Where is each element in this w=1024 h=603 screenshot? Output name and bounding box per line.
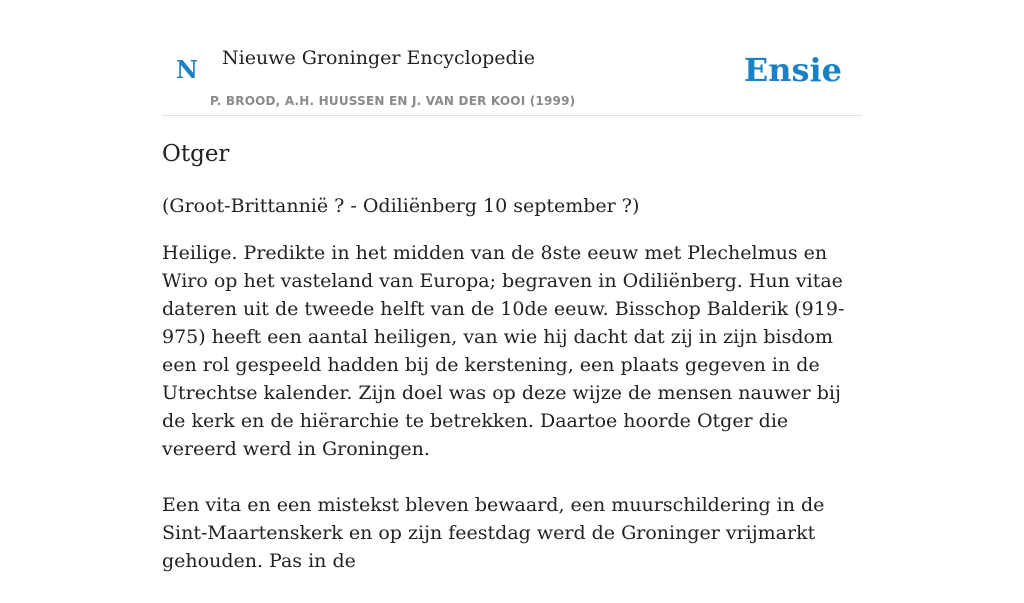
entry-paragraph: Een vita en een mistekst bleven bewaard, een muurschildering in de Sint-Maartenskerk en op zijn feestdag werd de Groninger vrijmarkt gehouden. Pas in de — [162, 494, 825, 572]
book-letter-icon[interactable]: N — [176, 55, 198, 84]
entry-subtitle: (Groot-Brittannië ? - Odiliënberg 10 september ?) — [162, 195, 640, 217]
book-authors: P. BROOD, A.H. HUUSSEN EN J. VAN DER KOOI (1999) — [210, 94, 576, 108]
book-header — [162, 0, 862, 116]
book-title-link[interactable]: Nieuwe Groninger Encyclopedie — [222, 47, 536, 69]
ensie-logo[interactable]: Ensie — [743, 51, 842, 89]
entry-title: Otger — [162, 141, 230, 167]
page — [162, 0, 862, 572]
entry-paragraph: Heilige. Predikte in het midden van de 8ste eeuw met Plechelmus en Wiro op het vasteland van Europa; begraven in Odiliënberg. Hun vitae dateren uit de tweede helft van de 10de eeuw. Bisschop Balderik (919-975) heeft een aantal heiligen, van wie hij dacht dat zij in zijn bisdom een rol gespeeld hadden bij de kerstening, een plaats gegeven in de Utrechtse kalender. Zijn doel was op deze wijze de mensen nauwer bij de kerk en de hiërarchie te betrekken. Daartoe hoorde Otger die vereerd werd in Groningen. — [162, 242, 845, 460]
entry-body — [162, 239, 862, 603]
